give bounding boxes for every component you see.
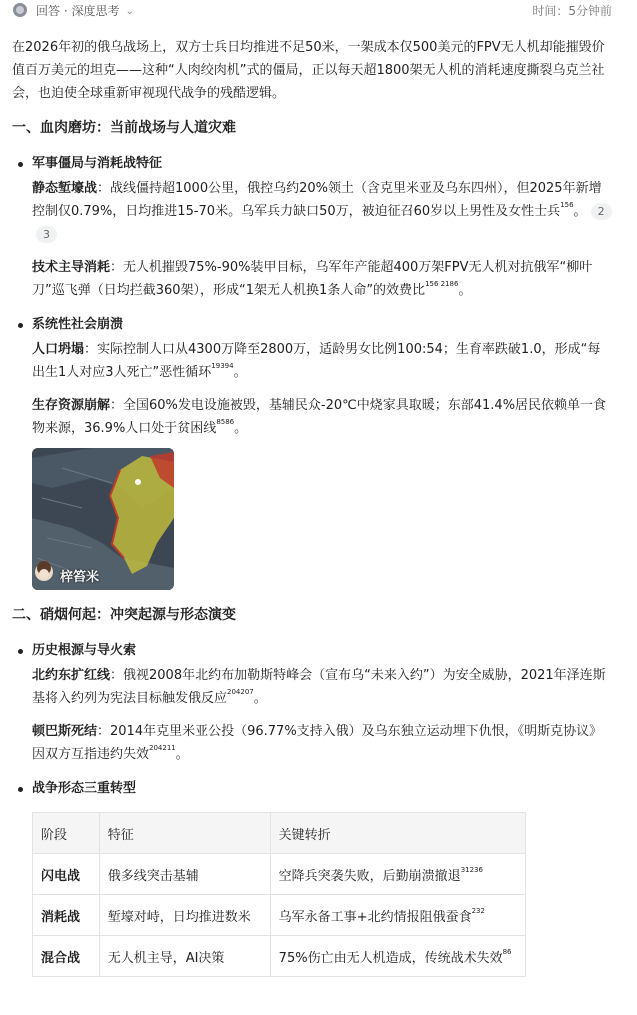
war-phase-table [32,812,526,977]
list-item: 顿巴斯死结：2014年克里米亚公投（96.77%支持入俄）及乌东独立运动埋下仇恨，《明斯克协议》因双方互指违约失效$^{204211}$。 [32,724,603,762]
table-row [33,895,526,936]
phase-cell: 混合战 [33,936,100,977]
list-item: 静态堑壕战：战线僵持超1000公里，俄控乌约20%领土（含克里米亚及乌东四州），但2025年新增控制仅0.79%，日均推进15-70米。乌军兵力缺口50万，被迫征召60岁以上男性及女性士兵$^{156}$。 23 [12,177,612,246]
section-heading: 二、硝烟何起：冲突起源与形态演变 [12,607,236,623]
list-item: 生存资源崩解：全国60%发电设施被毁，基辅民众-20℃中烧家具取暖；东部41.4%居民依赖单一食物来源，36.9%人口处于贫困线$^{8586}$。 [32,398,607,436]
table-header-row [33,813,526,854]
map-image[interactable] [32,448,174,590]
reference-number: 19394 [211,362,234,370]
column-header: 阶段 [33,813,100,854]
image-watermark: 梓笞米 [60,570,100,585]
phase-cell: 闪电战 [33,854,100,895]
list-item: 技术主导消耗：无人机摧毁75%-90%装甲目标，乌军年产能超400万架FPV无人机对抗俄军“柳叶刀”巡飞弹（日均拦截360架），形成“1架无人机换1条人命”的效费比$^{156 2186}$。 [32,260,593,298]
reference-number: 8586 [216,418,235,426]
chevron-down-icon[interactable]: ⌄ [125,6,134,17]
feature-cell: 堑壕对峙，日均推进数米 [99,895,270,936]
turn-cell: 空降兵突袭失败，后勤崩溃撤退$^{31236}$ [270,854,525,895]
reference-number: 204211 [149,744,176,752]
list-item: 人口坍塌：实际控制人口从4300万降至2800万，适龄男女比例100:54；生育率跌破1.0，形成“每出生1人对应3人死亡”恶性循环$^{19394}$。 [32,342,601,380]
reference-number: 232 [471,906,485,915]
citation-chip[interactable]: 2 [591,203,612,220]
term: 北约东扩红线 [32,668,111,683]
answer-mode-label: 回答 · 深度思考 [36,4,120,18]
bullet-heading: 系统性社会崩溃 [12,314,612,336]
answer-header [0,0,637,20]
bullet-heading: 战争形态三重转型 [12,778,612,800]
term: 人口坍塌 [32,342,85,357]
column-header: 特征 [99,813,270,854]
term: 静态堑壕战 [32,181,98,196]
reference-number: 204207 [227,688,254,696]
feature-cell: 俄多线突击基辅 [99,854,270,895]
frontline-map-graphic [32,448,174,590]
answer-body [12,36,612,977]
timestamp: 时间：5分钟前 [532,4,612,18]
reference-number: 31236 [460,865,483,874]
column-header: 关键转折 [270,813,525,854]
section-heading: 一、血肉磨坊：当前战场与人道灾难 [12,120,236,136]
term: 技术主导消耗 [32,260,111,275]
term: 顿巴斯死结 [32,724,98,739]
reference-number: 86 [502,947,512,956]
term: 生存资源崩解 [32,398,111,413]
turn-cell: 75%伤亡由无人机造成，传统战术失效$^{86}$ [270,936,525,977]
table-row [33,854,526,895]
phase-cell: 消耗战 [33,895,100,936]
reference-number: 156 2186 [425,280,459,288]
bullet-heading: 历史根源与导火索 [12,640,612,662]
answer-mode-toggle[interactable] [36,2,134,19]
citation-chip[interactable]: 3 [36,226,57,243]
feature-cell: 无人机主导，AI决策 [99,936,270,977]
bullet-heading: 军事僵局与消耗战特征 [12,153,612,175]
reference-number: 156 [560,201,574,209]
turn-cell: 乌军永备工事+北约情报阻俄蚕食$^{232}$ [270,895,525,936]
assistant-avatar [13,3,27,17]
table-row [33,936,526,977]
intro-paragraph: 在2026年初的俄乌战场上，双方士兵日均推进不足50米，一架成本仅500美元的FPV无人机却能摧毁价值百万美元的坦克——这种“人肉绞肉机”式的僵局，正以每天超1800架无人机的消耗速度撕裂乌克兰社会，也迫使全球重新审视现代战争的残酷逻辑。 [12,40,605,101]
list-item: 北约东扩红线：俄视2008年北约布加勒斯特峰会（宣布乌“未来入约”）为安全威胁，2021年泽连斯基将入约列为宪法目标触发俄反应$^{204207}$。 [32,668,606,706]
